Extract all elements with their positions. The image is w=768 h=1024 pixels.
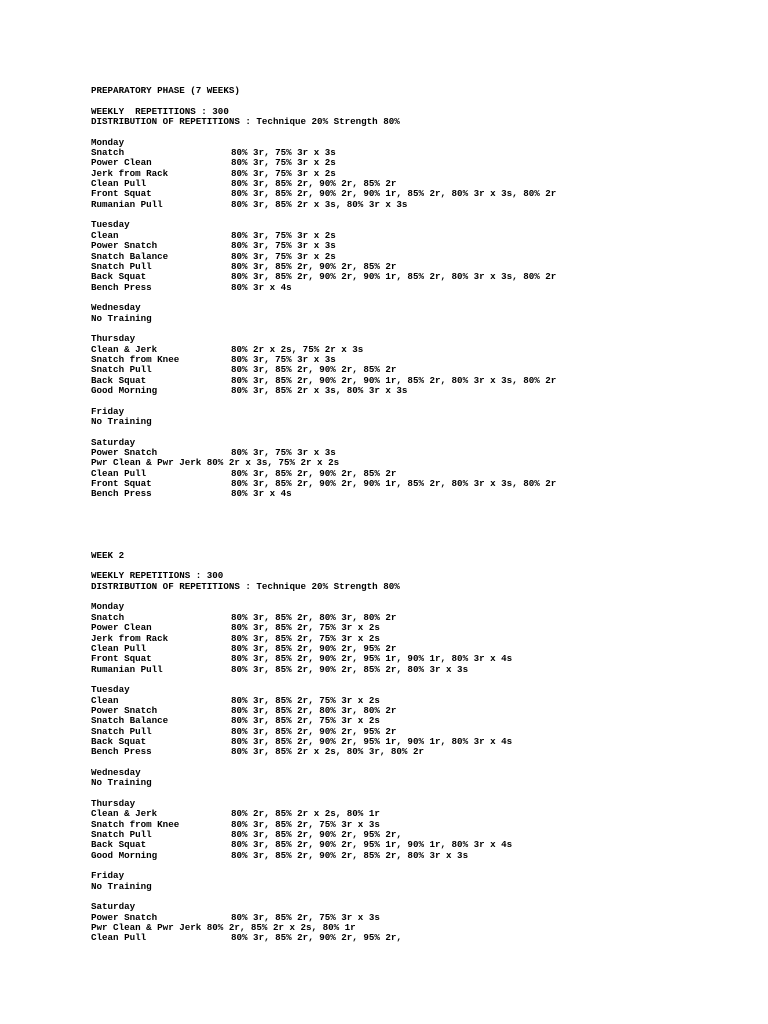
spacer xyxy=(91,293,751,303)
exercise-prescription: 80% 3r, 85% 2r, 90% 2r, 85% 2r xyxy=(231,179,397,190)
no-training-note: No Training xyxy=(91,778,152,789)
exercise-row xyxy=(91,158,751,168)
exercise-row xyxy=(91,469,751,479)
exercise-line: Pwr Clean & Pwr Jerk 80% 2r, 85% 2r x 2s, 80% 1r xyxy=(91,923,356,934)
exercise-name: Snatch Balance xyxy=(91,251,169,262)
exercise-name: Power Snatch xyxy=(91,241,158,252)
exercise-name: Rumanian Pull xyxy=(91,199,163,210)
exercise-prescription: 80% 3r, 85% 2r, 90% 2r, 95% 2r, xyxy=(231,933,402,944)
section-title: WEEK 2 xyxy=(91,550,125,561)
exercise-row xyxy=(91,252,751,262)
no-training-note: No Training xyxy=(91,417,152,427)
exercise-row xyxy=(91,634,751,644)
exercise-name: Power Snatch xyxy=(91,705,158,716)
exercise-prescription: 80% 3r, 75% 3r x 2s xyxy=(231,230,336,241)
exercise-name: Clean Pull xyxy=(91,643,147,654)
exercise-row xyxy=(91,272,751,282)
exercise-row xyxy=(91,448,751,458)
exercise-name: Snatch Pull xyxy=(91,830,152,841)
exercise-prescription: 80% 3r, 85% 2r, 90% 2r, 85% 2r xyxy=(231,365,397,376)
exercise-name: Clean Pull xyxy=(91,468,147,479)
day-heading: Friday xyxy=(91,406,125,417)
exercise-row xyxy=(91,179,751,189)
exercise-line: Pwr Clean & Pwr Jerk 80% 2r x 3s, 75% 2r x 2s xyxy=(91,458,340,469)
exercise-name: Snatch from Knee xyxy=(91,819,180,830)
exercise-row xyxy=(91,716,751,726)
exercise-row xyxy=(91,148,751,158)
exercise-row xyxy=(91,200,751,210)
exercise-row xyxy=(91,231,751,241)
exercise-name: Snatch Pull xyxy=(91,726,152,737)
exercise-name: Clean xyxy=(91,695,119,706)
exercise-row xyxy=(91,851,751,861)
exercise-row xyxy=(91,840,751,850)
exercise-prescription: 80% 3r, 85% 2r x 3s, 80% 3r x 3s xyxy=(231,199,408,210)
exercise-name: Snatch xyxy=(91,148,125,159)
exercise-row xyxy=(91,830,751,840)
exercise-row xyxy=(91,933,751,943)
exercise-prescription: 80% 3r, 85% 2r, 90% 2r, 90% 1r, 85% 2r, 80% 3r x 3s, 80% 2r xyxy=(231,479,557,490)
exercise-prescription: 80% 3r, 85% 2r, 90% 2r, 95% 2r xyxy=(231,726,397,737)
exercise-prescription: 80% 3r, 85% 2r x 3s, 80% 3r x 3s xyxy=(231,385,408,396)
day-heading: Saturday xyxy=(91,902,136,913)
exercise-prescription: 80% 3r, 75% 3r x 2s xyxy=(231,168,336,179)
exercise-prescription: 80% 3r, 85% 2r, 90% 2r, 95% 1r, 90% 1r, 80% 3r x 4s xyxy=(231,736,513,747)
exercise-name: Back Squat xyxy=(91,840,147,851)
exercise-row xyxy=(91,923,751,933)
exercise-name: Power Snatch xyxy=(91,448,158,459)
exercise-prescription: 80% 3r, 85% 2r, 90% 2r, 95% 1r, 90% 1r, 80% 3r x 4s xyxy=(231,654,513,665)
day-heading: Tuesday xyxy=(91,685,130,696)
exercise-prescription: 80% 3r, 85% 2r, 90% 2r, 90% 1r, 85% 2r, 80% 3r x 3s, 80% 2r xyxy=(231,272,557,283)
exercise-row xyxy=(91,386,751,396)
exercise-prescription: 80% 3r, 85% 2r, 90% 2r, 90% 1r, 85% 2r, 80% 3r x 3s, 80% 2r xyxy=(231,375,557,386)
repetition-distribution: DISTRIBUTION OF REPETITIONS : Technique 20% Strength 80% xyxy=(91,581,400,592)
exercise-row xyxy=(91,913,751,923)
exercise-name: Snatch Balance xyxy=(91,716,169,727)
exercise-name: Clean Pull xyxy=(91,933,147,944)
exercise-name: Bench Press xyxy=(91,282,152,293)
exercise-row xyxy=(91,189,751,199)
exercise-row xyxy=(91,283,751,293)
exercise-row xyxy=(91,345,751,355)
exercise-prescription: 80% 3r, 85% 2r x 2s, 80% 3r, 80% 2r xyxy=(231,747,424,758)
exercise-name: Front Squat xyxy=(91,479,152,490)
weekly-repetitions: WEEKLY REPETITIONS : 300 xyxy=(91,106,229,117)
exercise-prescription: 80% 3r, 75% 3r x 3s xyxy=(231,448,336,459)
exercise-name: Power Clean xyxy=(91,623,152,634)
no-training-note: No Training xyxy=(91,313,152,324)
exercise-row xyxy=(91,241,751,251)
exercise-prescription: 80% 2r x 2s, 75% 2r x 3s xyxy=(231,344,364,355)
exercise-prescription: 80% 3r x 4s xyxy=(231,282,292,293)
exercise-prescription: 80% 3r, 85% 2r, 90% 2r, 95% 1r, 90% 1r, 80% 3r x 4s xyxy=(231,840,513,851)
exercise-name: Snatch xyxy=(91,612,125,623)
exercise-prescription: 80% 3r, 85% 2r, 90% 2r, 95% 2r xyxy=(231,643,397,654)
day-heading: Monday xyxy=(91,602,125,613)
exercise-prescription: 80% 3r, 85% 2r, 75% 3r x 3s xyxy=(231,819,380,830)
exercise-prescription: 80% 3r, 85% 2r, 75% 3r x 2s xyxy=(231,633,380,644)
exercise-prescription: 80% 3r, 75% 3r x 3s xyxy=(231,241,336,252)
exercise-row xyxy=(91,169,751,179)
spacer xyxy=(91,675,751,685)
exercise-name: Clean & Jerk xyxy=(91,344,158,355)
exercise-name: Bench Press xyxy=(91,489,152,500)
spacer xyxy=(91,427,751,437)
day-heading: Wednesday xyxy=(91,767,141,778)
exercise-name: Jerk from Rack xyxy=(91,168,169,179)
exercise-prescription: 80% 3r, 75% 3r x 2s xyxy=(231,158,336,169)
day-heading: Friday xyxy=(91,871,125,882)
exercise-name: Bench Press xyxy=(91,747,152,758)
exercise-row xyxy=(91,737,751,747)
exercise-row xyxy=(91,623,751,633)
day-heading: Thursday xyxy=(91,799,136,809)
exercise-name: Clean Pull xyxy=(91,179,147,190)
exercise-row xyxy=(91,809,751,819)
exercise-prescription: 80% 3r, 85% 2r, 90% 2r, 85% 2r xyxy=(231,261,397,272)
exercise-row xyxy=(91,820,751,830)
day-heading: Monday xyxy=(91,137,125,148)
exercise-name: Snatch from Knee xyxy=(91,354,180,365)
weekly-repetitions: WEEKLY REPETITIONS : 300 xyxy=(91,571,224,582)
exercise-row xyxy=(91,458,751,468)
spacer xyxy=(91,396,751,406)
exercise-row xyxy=(91,696,751,706)
repetition-distribution: DISTRIBUTION OF REPETITIONS : Technique 20% Strength 80% xyxy=(91,117,400,128)
spacer xyxy=(91,861,751,871)
day-heading: Tuesday xyxy=(91,220,130,231)
exercise-name: Jerk from Rack xyxy=(91,633,169,644)
exercise-name: Back Squat xyxy=(91,272,147,283)
exercise-name: Rumanian Pull xyxy=(91,664,163,675)
exercise-name: Back Squat xyxy=(91,375,147,386)
exercise-prescription: 80% 3r, 85% 2r, 75% 3r x 3s xyxy=(231,912,380,923)
exercise-prescription: 80% 3r x 4s xyxy=(231,489,292,500)
exercise-row xyxy=(91,665,751,675)
exercise-name: Clean & Jerk xyxy=(91,809,158,820)
spacer xyxy=(91,561,751,571)
exercise-row xyxy=(91,706,751,716)
spacer xyxy=(91,592,751,602)
exercise-name: Power Clean xyxy=(91,158,152,169)
spacer xyxy=(91,758,751,768)
exercise-prescription: 80% 3r, 85% 2r, 90% 2r, 85% 2r xyxy=(231,468,397,479)
exercise-name: Back Squat xyxy=(91,736,147,747)
exercise-row xyxy=(91,479,751,489)
exercise-prescription: 80% 3r, 85% 2r, 80% 3r, 80% 2r xyxy=(231,612,397,623)
exercise-prescription: 80% 2r, 85% 2r x 2s, 80% 1r xyxy=(231,809,380,820)
no-training-note: No Training xyxy=(91,881,152,892)
exercise-prescription: 80% 3r, 85% 2r, 90% 2r, 90% 1r, 85% 2r, 80% 3r x 3s, 80% 2r xyxy=(231,189,557,200)
exercise-prescription: 80% 3r, 85% 2r, 90% 2r, 95% 2r, xyxy=(231,830,402,841)
spacer xyxy=(91,324,751,334)
exercise-name: Power Snatch xyxy=(91,912,158,923)
exercise-prescription: 80% 3r, 85% 2r, 75% 3r x 2s xyxy=(231,623,380,634)
spacer xyxy=(91,892,751,902)
section-title: PREPARATORY PHASE (7 WEEKS) xyxy=(91,86,240,96)
exercise-row xyxy=(91,644,751,654)
exercise-row xyxy=(91,654,751,664)
exercise-name: Front Squat xyxy=(91,189,152,200)
exercise-name: Good Morning xyxy=(91,385,158,396)
exercise-prescription: 80% 3r, 85% 2r, 75% 3r x 2s xyxy=(231,695,380,706)
exercise-row xyxy=(91,613,751,623)
exercise-prescription: 80% 3r, 75% 3r x 3s xyxy=(231,354,336,365)
exercise-prescription: 80% 3r, 85% 2r, 90% 2r, 85% 2r, 80% 3r x 3s xyxy=(231,664,469,675)
spacer xyxy=(91,210,751,220)
exercise-prescription: 80% 3r, 85% 2r, 90% 2r, 85% 2r, 80% 3r x 3s xyxy=(231,850,469,861)
exercise-name: Snatch Pull xyxy=(91,365,152,376)
spacer xyxy=(91,96,751,106)
day-heading: Saturday xyxy=(91,437,136,448)
exercise-name: Clean xyxy=(91,230,119,241)
day-heading: Wednesday xyxy=(91,303,141,314)
exercise-prescription: 80% 3r, 85% 2r, 75% 3r x 2s xyxy=(231,716,380,727)
exercise-name: Snatch Pull xyxy=(91,261,152,272)
exercise-row xyxy=(91,355,751,365)
exercise-row xyxy=(91,262,751,272)
exercise-row xyxy=(91,365,751,375)
spacer xyxy=(91,127,751,137)
exercise-row xyxy=(91,747,751,757)
exercise-name: Front Squat xyxy=(91,654,152,665)
exercise-row xyxy=(91,489,751,499)
document-page xyxy=(91,86,751,944)
exercise-prescription: 80% 3r, 75% 3r x 3s xyxy=(231,148,336,159)
spacer xyxy=(91,789,751,799)
exercise-name: Good Morning xyxy=(91,850,158,861)
exercise-prescription: 80% 3r, 75% 3r x 2s xyxy=(231,251,336,262)
exercise-row xyxy=(91,376,751,386)
exercise-row xyxy=(91,727,751,737)
day-heading: Thursday xyxy=(91,334,136,345)
exercise-prescription: 80% 3r, 85% 2r, 80% 3r, 80% 2r xyxy=(231,705,397,716)
section-spacer xyxy=(91,500,751,551)
